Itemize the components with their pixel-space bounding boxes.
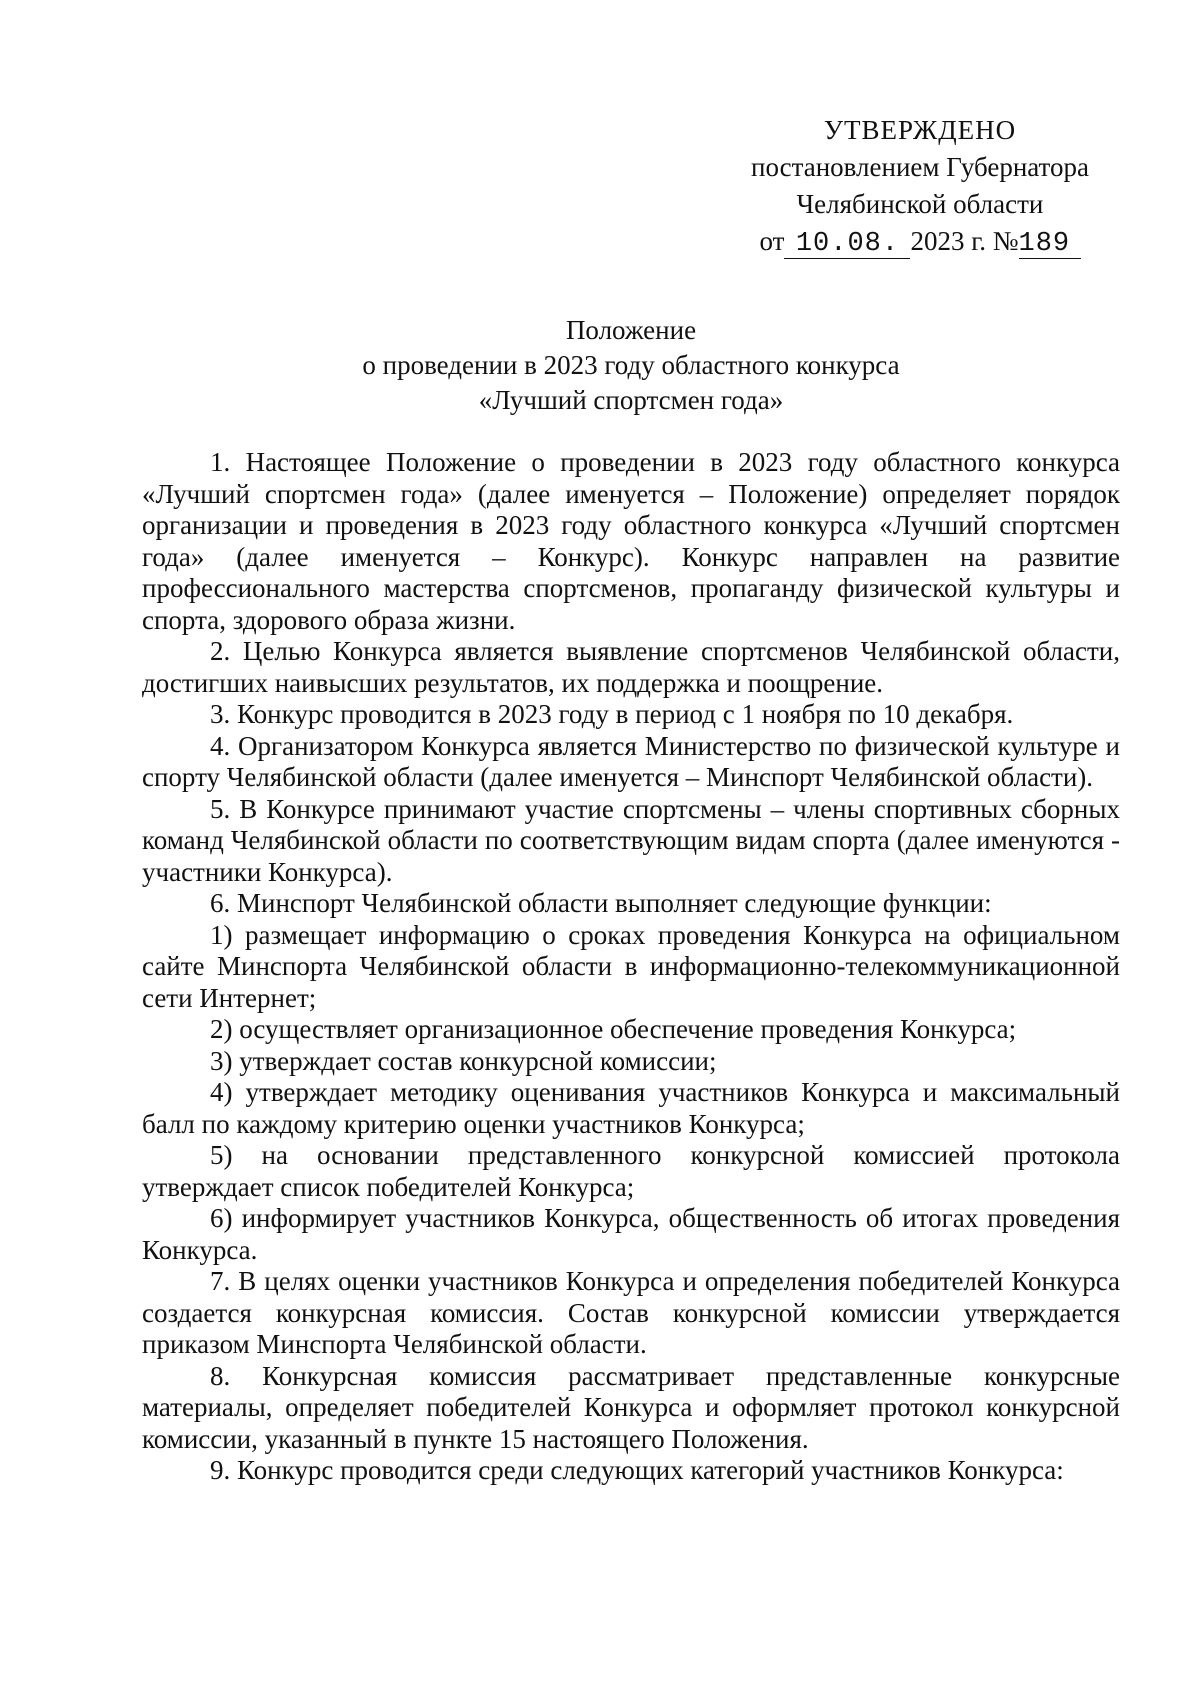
- paragraph-5: 5. В Конкурсе принимают участие спортсмены – члены спортивных сборных команд Челябинской области по соответствующим видам спорта (далее именуются - участники Конкурса).: [142, 793, 1120, 887]
- paragraph-6-item-5: 5) на основании представленного конкурсной комиссией протокола утверждает список победителей Конкурса;: [142, 1140, 1120, 1202]
- paragraph-6-item-3: 3) утверждает состав конкурсной комиссии;: [210, 1045, 717, 1076]
- document-title: [142, 313, 1120, 418]
- paragraph-4: 4. Организатором Конкурса является Министерство по физической культуре и спорту Челябинской области (далее именуется – Минспорт Челябинской области).: [142, 730, 1120, 792]
- paragraph-6-item-2: 2) осуществляет организационное обеспечение проведения Конкурса;: [210, 1014, 1017, 1044]
- date-prefix: от: [759, 226, 785, 256]
- title-line-2: о проведении в 2023 году областного конкурса: [362, 350, 900, 380]
- title-line-3: «Лучший спортсмен года»: [478, 385, 784, 415]
- paragraph-6-item-4: 4) утверждает методику оценивания участников Конкурса и максимальный балл по каждому критерию оценки участников Конкурса;: [142, 1077, 1120, 1139]
- title-line-1: Положение: [565, 315, 697, 345]
- date-value: 10.08.: [784, 230, 910, 259]
- approval-line-2: Челябинской области: [796, 189, 1044, 219]
- paragraph-7: 7. В целях оценки участников Конкурса и определения победителей Конкурса создается конкурсная комиссия. Состав конкурсной комиссии утверждается приказом Минспорта Челябинской области.: [142, 1266, 1120, 1359]
- paragraph-9: 9. Конкурс проводится среди следующих категорий участников Конкурса:: [210, 1455, 1064, 1485]
- approval-line-1: постановлением Губернатора: [751, 152, 1089, 182]
- approval-label: УТВЕРЖДЕНО: [823, 115, 1017, 145]
- approval-stamp: [700, 112, 1140, 260]
- paragraph-3: 3. Конкурс проводится в 2023 году в период с 1 ноября по 10 декабря.: [210, 699, 1014, 729]
- paragraph-2: 2. Целью Конкурса является выявление спортсменов Челябинской области, достигших наивысших результатов, их поддержка и поощрение.: [142, 636, 1120, 698]
- paragraph-6-item-1: 1) размещает информацию о сроках проведения Конкурса на официальном сайте Минспорта Челябинской области в информационно-телекоммуникационной сети Интернет;: [142, 919, 1120, 1013]
- paragraph-8: 8. Конкурсная комиссия рассматривает представленные конкурсные материалы, определяет победителей Конкурса и оформляет протокол конкурсной комиссии, указанный в пункте 15 настоящего Положения.: [142, 1360, 1120, 1454]
- paragraph-6-item-6: 6) информирует участников Конкурса, общественность об итогах проведения Конкурса.: [142, 1203, 1120, 1265]
- decree-number: 189: [1019, 230, 1081, 259]
- paragraph-1: 1. Настоящее Положение о проведении в 2023 году областного конкурса «Лучший спортсмен года» (далее именуется – Положение) определяет порядок организации и проведения в 2023 году областного конкурса «Лучший спортсмен года» (далее именуется – Конкурс). Конкурс направлен на развитие профессионального мастерства спортсменов, пропаганду физической культуры и спорта, здорового образа жизни.: [142, 447, 1120, 635]
- document-body: [142, 447, 1120, 1487]
- paragraph-6: 6. Минспорт Челябинской области выполняет следующие функции:: [210, 888, 992, 918]
- year-suffix: 2023 г. №: [910, 226, 1019, 256]
- approval-date-line: [700, 223, 1140, 260]
